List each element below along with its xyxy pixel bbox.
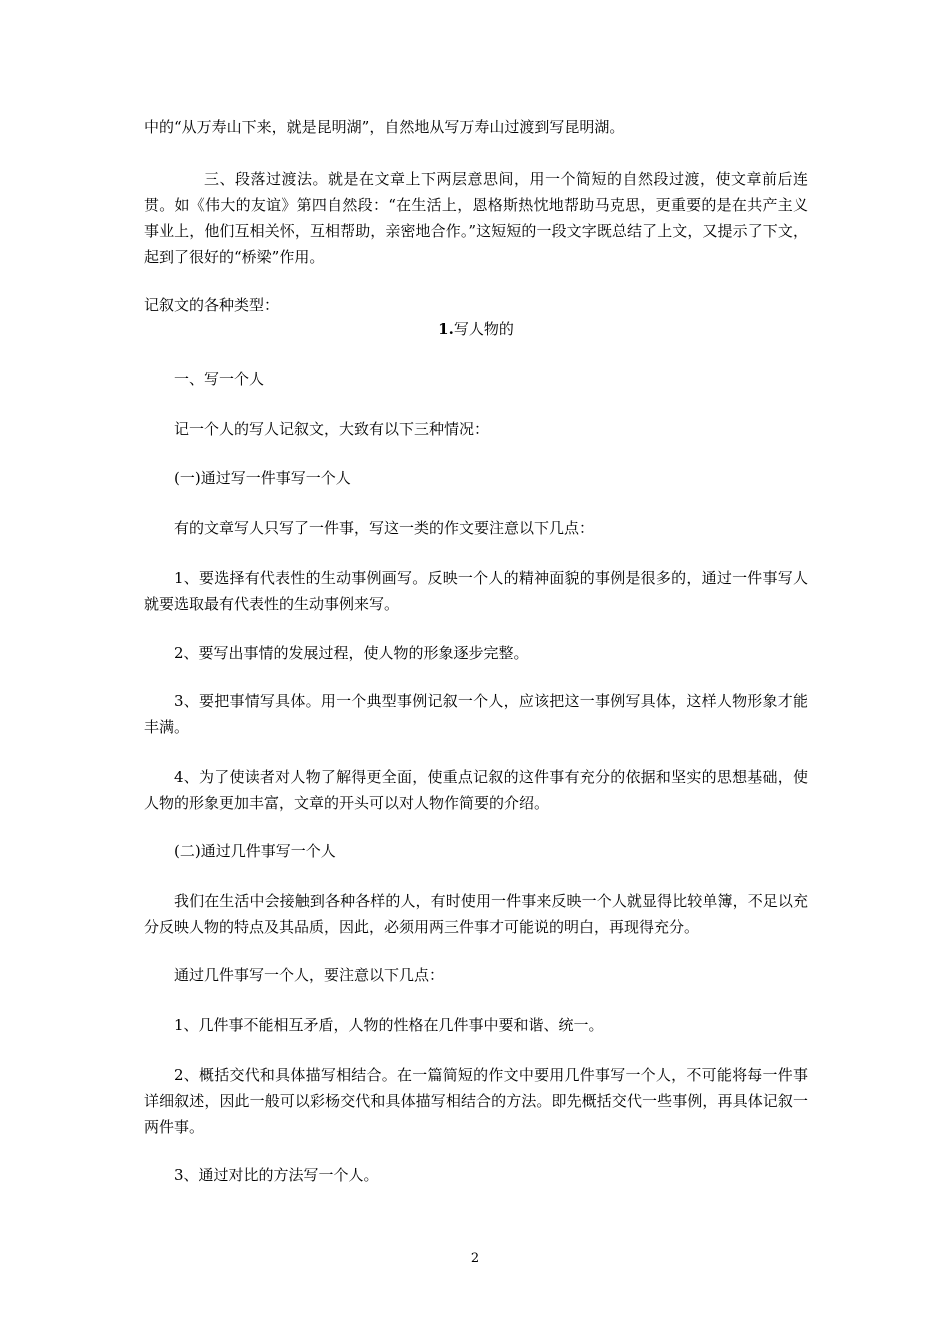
list-item-several-events-3: 3、通过对比的方法写一个人。 [174, 1166, 379, 1184]
page-number: 2 [470, 1251, 480, 1266]
paragraph-three-situations: 记一个人的写人记叙文，大致有以下三种情况： [174, 420, 490, 438]
paragraph-transition-example: 中的“从万寿山下来，就是昆明湖”，自然地从写万寿山过渡到写昆明湖。 [144, 118, 625, 136]
list-item-several-events-2: 2、概括交代和具体描写相结合。在一篇简短的作文中要用几件事写一个人，不可能将每一件事详细叙述，因此一般可以彩杨交代和具体描写相结合的方法。即先概括交代一些事例，再具体记叙一两件事。 [144, 1066, 808, 1136]
section-heading-number: 1. [438, 320, 454, 338]
subheading-write-one-person: 一、写一个人 [174, 370, 265, 388]
paragraph-one-event-points: 有的文章写人只写了一件事，写这一类的作文要注意以下几点： [174, 519, 595, 537]
list-item-one-event-4: 4、为了使读者对人物了解得更全面，使重点记叙的这件事有充分的依据和坚实的思想基础，使人物的形象更加丰富，文章的开头可以对人物作简要的介绍。 [144, 768, 808, 812]
subheading-one-event: (一)通过写一件事写一个人 [174, 469, 351, 487]
list-item-several-events-1: 1、几件事不能相互矛盾，人物的性格在几件事中要和谐、统一。 [174, 1016, 604, 1034]
paragraph-narrative-types-intro: 记叙文的各种类型： [144, 296, 280, 314]
list-item-one-event-1: 1、要选择有代表性的生动事例画写。反映一个人的精神面貌的事例是很多的，通过一件事写人就要选取最有代表性的生动事例来写。 [144, 569, 808, 613]
paragraph-several-events-intro: 我们在生活中会接触到各种各样的人，有时使用一件事来反映一个人就显得比较单簿，不足以充分反映人物的特点及其品质，因此，必须用两三件事才可能说的明白，再现得充分。 [144, 892, 808, 936]
subheading-several-events: (二)通过几件事写一个人 [174, 842, 336, 860]
paragraph-paragraph-transition-method: 三、段落过渡法。就是在文章上下两层意思间，用一个简短的自然段过渡，使文章前后连贯。如《伟大的友谊》第四自然段：“在生活上，恩格斯热忱地帮助马克思，更重要的是在共产主义事业上，他们互相关怀，互相帮助，亲密地合作。”这短短的一段文字既总结了上文，又提示了下文，起到了很好的“桥梁”作用。 [144, 170, 808, 266]
list-item-one-event-3: 3、要把事情写具体。用一个典型事例记叙一个人，应该把这一事例写具体，这样人物形象才能丰满。 [144, 692, 808, 736]
paragraph-several-events-points: 通过几件事写一个人，要注意以下几点： [174, 966, 445, 984]
section-heading [144, 316, 808, 342]
list-item-one-event-2: 2、要写出事情的发展过程，使人物的形象逐步完整。 [174, 644, 529, 662]
section-heading-text: 写人物的 [453, 320, 514, 338]
